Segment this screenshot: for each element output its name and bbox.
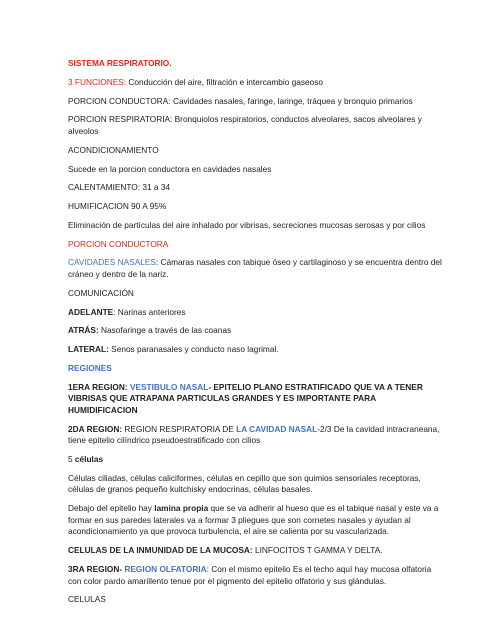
- text-adelante: : Narinas anteriores: [113, 306, 186, 317]
- heading-porcion-conductora: PORCION CONDUCTORA: [68, 238, 169, 249]
- text-lamina-b: que se va adherir al hueso que es el tabique nasal y este va a formar en sus paredes laterales va a formar 3 pliegues que son cornetes nasales y ayudan al acondicionamiento ya que provoca turbulencia, el aire se calienta por su vascularizada.: [68, 503, 439, 537]
- separator-3ra-region: -: [119, 563, 125, 574]
- paragraph-adelante: [68, 307, 445, 319]
- text-5: 5: [68, 454, 75, 465]
- text-lamina-a: Debajo del epitelio hay: [68, 503, 155, 514]
- label-vestibulo-nasal: VESTIBULO NASAL: [129, 381, 209, 392]
- label-lamina-propia: lamina propia: [154, 503, 209, 514]
- text-2da-region-b: -2/3 De la cavidad intracraneana, tiene epitelio cilíndrico pseudoestratificado con cilios: [68, 423, 440, 446]
- paragraph-celulas-final: CELULAS: [68, 594, 106, 605]
- label-cavidades-nasales: CAVIDADES NASALES: [68, 257, 156, 268]
- paragraph-lateral: [68, 344, 445, 356]
- text-cavidades-nasales: : Cámaras nasales con tabique óseo y cartilaginoso y se encuentra dentro del cráneo y dentro de la nariz.: [68, 257, 442, 279]
- text-atras: Nasofaringe a través de las coanas: [98, 325, 232, 336]
- label-2da-region: 2DA REGION:: [68, 423, 123, 434]
- paragraph-inmunidad: [68, 545, 445, 557]
- text-lateral: Senos paranasales y conducto naso lagrimal.: [108, 344, 279, 355]
- paragraph-celulas-ciliadas: Células ciliadas, células caliciformes, células en cepillo que son quimios sensoriales receptoras, células de granos pequeño kultchisky endocrinas, células basales.: [68, 472, 421, 495]
- paragraph-calentamiento: CALENTAMIENTO: 31 a 34: [68, 182, 171, 193]
- paragraph-lamina-propia: [68, 503, 445, 538]
- paragraph-1era-region: [68, 382, 445, 417]
- label-adelante: ADELANTE: [68, 306, 114, 317]
- label-funciones: 3 FUNCIONES:: [68, 76, 127, 87]
- paragraph-porcion-conductora: PORCION CONDUCTORA: Cavidades nasales, faringe, laringe, tráquea y bronquio primarios: [68, 95, 413, 106]
- label-1era-region: 1ERA REGION: [68, 381, 125, 392]
- text-2da-region-a: REGION RESPIRATORIA DE: [122, 423, 237, 434]
- paragraph-cavidades-nasales: [68, 257, 445, 280]
- label-lateral: LATERAL:: [68, 344, 109, 355]
- paragraph-3ra-region: [68, 564, 445, 587]
- label-celulas: células: [74, 454, 104, 465]
- paragraph-eliminacion: Eliminación de partículas del aire inhalado por vibrisas, secreciones mucosas serosas y por cilios: [68, 219, 426, 230]
- paragraph-acondicionamiento: ACONDICIONAMIENTO: [68, 144, 159, 155]
- paragraph-5-celulas: [68, 454, 445, 466]
- text-1era-region: - EPITELIO PLANO ESTRATIFICADO QUE VA A TENER VIBRISAS QUE ATRAPANA PARTICULAS GRANDES Y ES IMPORTANTE PARA HUMIDIFICACION: [68, 381, 423, 415]
- doc-title: SISTEMA RESPIRATORIO.: [68, 58, 172, 68]
- label-inmunidad: CELULAS DE LA INMUNIDAD DE LA MUCOSA:: [68, 545, 253, 556]
- label-region-olfatoria: REGION OLFATORIA: [124, 563, 207, 574]
- paragraph-sucede: Sucede en la porcion conductora en cavidades nasales: [68, 163, 272, 174]
- label-3ra-region: 3RA REGION: [68, 563, 120, 574]
- separator-1era-region: :: [124, 381, 130, 392]
- text-funciones: Conducción del aire, filtración e intercambio gaseoso: [126, 76, 324, 87]
- paragraph-porcion-respiratoria: PORCION RESPIRATORIA: Bronquiolos respiratorios, conductos alveolares, sacos alveolares y alveolos: [68, 114, 422, 136]
- paragraph-atras: [68, 325, 445, 337]
- heading-regiones: REGIONES: [68, 362, 112, 373]
- paragraph-2da-region: [68, 424, 445, 447]
- label-atras: ATRÁS:: [68, 325, 99, 336]
- paragraph-funciones: [68, 77, 445, 89]
- label-cavidad-nasal: LA CAVIDAD NASAL: [236, 423, 318, 434]
- paragraph-comunicacion: COMUNICACIÓN: [68, 287, 134, 298]
- text-3ra-region: : Con el mismo epitelio Es el techo aquí hay mucosa olfatoria con color pardo amarillento tenue por el pigmento del epitelio olfatorio y sus glándulas.: [68, 563, 432, 586]
- paragraph-humificacion: HUMIFICACION 90 A 95%: [68, 201, 167, 212]
- text-inmunidad: LINFOCITOS T GAMMA Y DELTA.: [252, 545, 383, 556]
